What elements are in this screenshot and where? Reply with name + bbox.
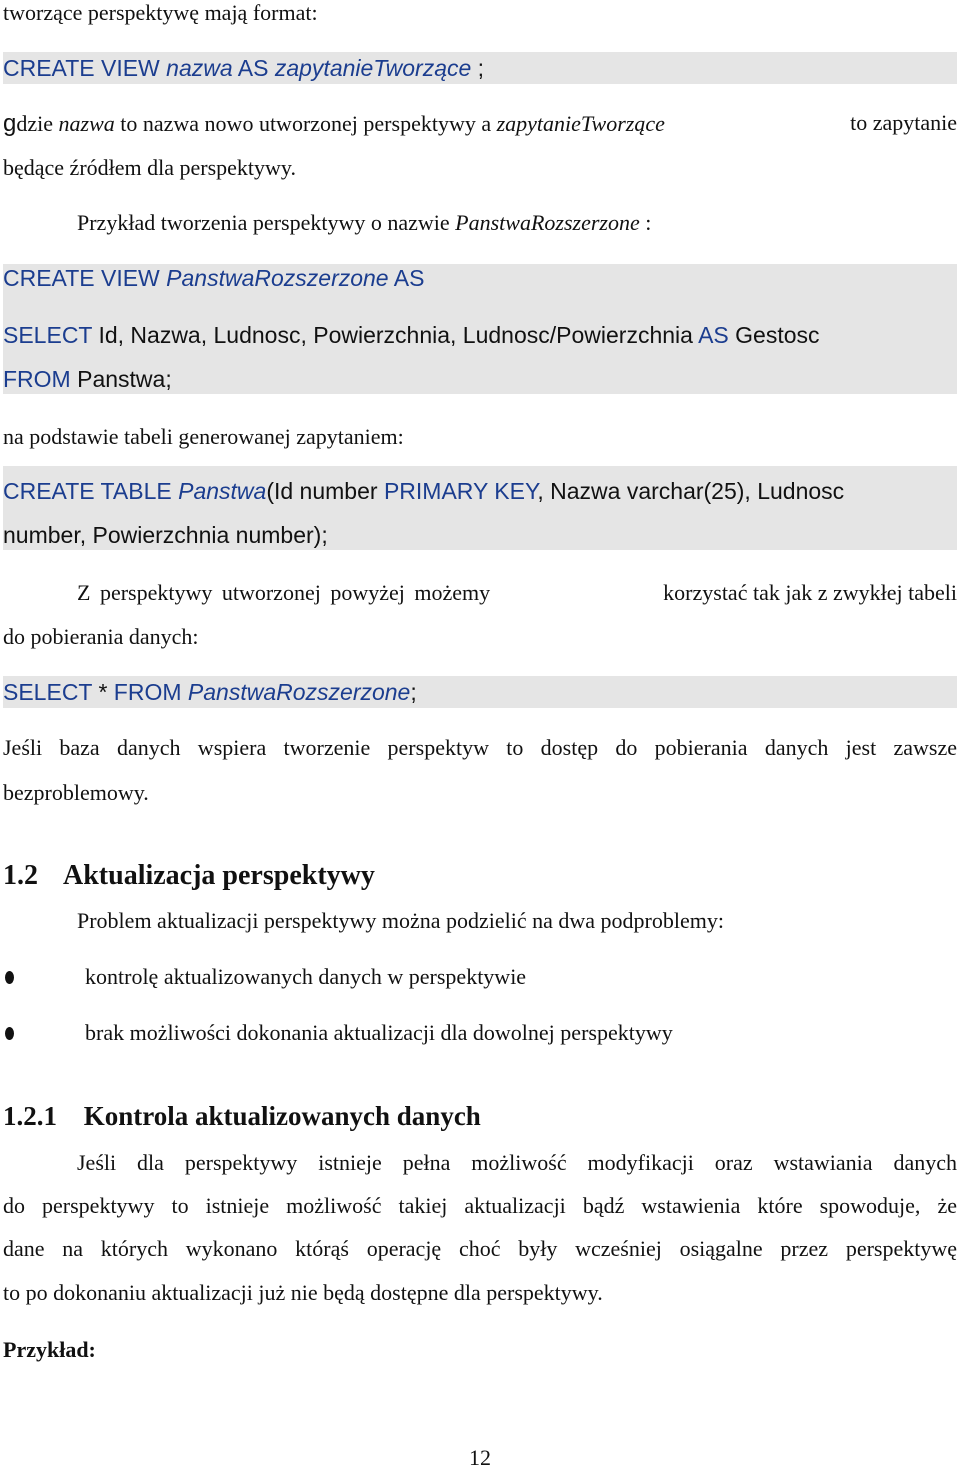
section-1-2-1-line-1: Jeśli dla perspektywy istnieje pełna możliwość modyfikacji oraz wstawiania danych <box>77 1150 957 1175</box>
example-intro-name: PanstwaRozszerzone <box>455 210 640 235</box>
select-keyword: SELECT <box>3 322 93 348</box>
table-intro: na podstawie tabeli generowanej zapytaniem: <box>3 424 404 449</box>
support-para-line-2: bezproblemowy. <box>3 780 149 805</box>
section-1-2-heading <box>3 860 957 892</box>
page-number: 12 <box>469 1445 491 1470</box>
gdzie-initial: g <box>3 110 17 137</box>
section-1-2-1-line-2: do perspektywy to istnieje możliwość takiej aktualizacji bądź wstawienia które spowoduje, że <box>3 1193 957 1218</box>
section-1-2-title: Aktualizacja perspektywy <box>63 860 375 891</box>
syntax-query: zapytanieTworzące <box>274 55 472 81</box>
from-keyword: FROM <box>3 366 71 392</box>
section-1-2-number: 1.2 <box>3 860 38 891</box>
gdzie-zapytanie: zapytanieTworzące <box>496 111 665 136</box>
bullet-item-2: brak możliwości dokonania aktualizacji dla dowolnej perspektywy <box>85 1020 673 1045</box>
create-table-text-1: (Id number <box>266 478 384 504</box>
select-line <box>3 322 957 349</box>
create-view-name: PanstwaRozszerzone <box>166 265 389 291</box>
use-para-line-1 <box>77 580 957 606</box>
create-table-primary-key: PRIMARY KEY <box>383 478 538 504</box>
create-table-text-2: , Nazwa varchar(25), Ludnosc <box>537 478 845 504</box>
gdzie-text-2: to nazwa nowo utworzonej perspektywy a <box>114 111 497 136</box>
select-columns: Id, Nazwa, Ludnosc, Powierzchnia, Ludnosc/Powierzchnia <box>92 322 699 348</box>
example-label: Przykład: <box>3 1337 96 1362</box>
gdzie-text-1: dzie <box>16 111 59 136</box>
section-1-2-1-number: 1.2.1 <box>3 1101 57 1131</box>
create-table-line-1 <box>3 478 957 505</box>
bullet-icon <box>5 1027 14 1040</box>
select-all-name: PanstwaRozszerzone <box>187 679 411 705</box>
section-1-2-intro: Problem aktualizacji perspektywy można podzielić na dwa podproblemy: <box>77 908 724 933</box>
example-intro <box>77 210 957 236</box>
syntax-keyword-create-view: CREATE VIEW <box>3 55 160 81</box>
intro-text: tworzące perspektywę mają format: <box>3 0 318 25</box>
syntax-code-line <box>3 52 957 84</box>
bullet-item-1: kontrolę aktualizowanych danych w perspektywie <box>85 964 527 989</box>
section-1-2-1-line-4: to po dokonaniu aktualizacji już nie będą dostępne dla perspektywy. <box>3 1280 603 1305</box>
syntax-tail: ; <box>471 55 485 81</box>
section-1-2-1-heading <box>3 1101 957 1132</box>
select-all-keyword: SELECT <box>3 679 93 705</box>
use-para-part-a: Z perspektywy utworzonej powyżej możemy <box>77 580 491 605</box>
syntax-keyword-as: AS <box>237 55 269 81</box>
gdzie-line-1 <box>3 110 957 138</box>
select-all-tail: ; <box>410 679 417 705</box>
example-intro-text: Przykład tworzenia perspektywy o nazwie <box>77 210 456 235</box>
gdzie-nazwa: nazwa <box>58 111 115 136</box>
use-para-part-b: korzystać tak jak z zwykłej tabeli <box>663 580 957 605</box>
example-intro-colon: : <box>639 210 652 235</box>
gdzie-text-3: to zapytanie <box>850 110 957 135</box>
syntax-view-name: nazwa <box>166 55 233 81</box>
create-table-line-2: number, Powierzchnia number); <box>3 522 328 548</box>
section-1-2-1-title: Kontrola aktualizowanych danych <box>83 1101 481 1131</box>
create-view-as: AS <box>393 265 425 291</box>
from-table: Panstwa; <box>70 366 172 392</box>
create-view-keyword: CREATE VIEW <box>3 265 160 291</box>
bullet-icon <box>5 971 14 984</box>
create-table-keyword: CREATE TABLE <box>3 478 172 504</box>
section-1-2-1-line-3: dane na których wykonano którąś operację choć były wcześniej osiągalne przez perspektywę <box>3 1236 957 1261</box>
create-view-line <box>3 265 957 292</box>
select-all-code-line <box>3 676 957 708</box>
from-line <box>3 366 957 393</box>
gdzie-line-2: będące źródłem dla perspektywy. <box>3 155 297 180</box>
use-para-line-2: do pobierania danych: <box>3 624 199 649</box>
select-all-from: FROM <box>113 679 182 705</box>
create-table-name: Panstwa <box>178 478 267 504</box>
select-alias: Gestosc <box>728 322 820 348</box>
select-as: AS <box>698 322 729 348</box>
select-all-star: * <box>92 679 114 705</box>
support-para-line-1: Jeśli baza danych wspiera tworzenie perspektyw to dostęp do pobierania danych jest zawsze <box>3 735 957 760</box>
